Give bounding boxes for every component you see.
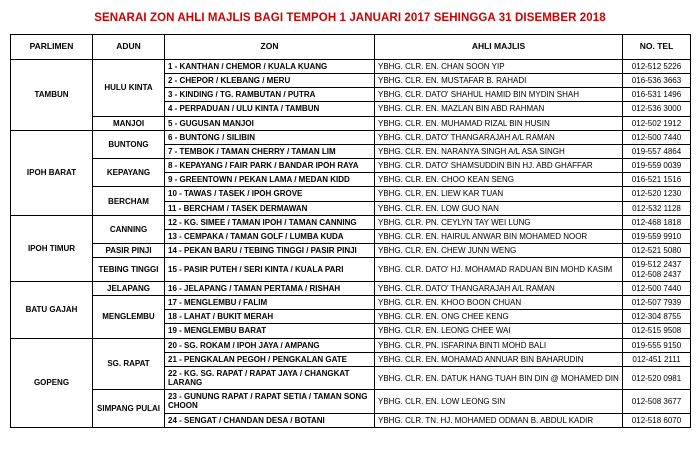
cell-ahli-majlis: YBHG. CLR. EN. LEONG CHEE WAI bbox=[375, 324, 623, 338]
cell-zon: 8 - KEPAYANG / FAIR PARK / BANDAR IPOH RAYA bbox=[165, 159, 375, 173]
cell-no-tel: 012-536 3000 bbox=[623, 102, 691, 116]
table-row bbox=[11, 187, 691, 201]
cell-ahli-majlis: YBHG. CLR. EN. HAIRUL ANWAR BIN MOHAMED NOOR bbox=[375, 230, 623, 244]
cell-no-tel: 012-515 9508 bbox=[623, 324, 691, 338]
cell-zon: 2 - CHEPOR / KLEBANG / MERU bbox=[165, 73, 375, 87]
cell-zon: 23 - GUNUNG RAPAT / RAPAT SETIA / TAMAN SONG CHOON bbox=[165, 390, 375, 413]
cell-ahli-majlis: YBHG. CLR. DATO' SHAMSUDDIN BIN HJ. ABD GHAFFAR bbox=[375, 159, 623, 173]
cell-ahli-majlis: YBHG. CLR. EN. MAZLAN BIN ABD RAHMAN bbox=[375, 102, 623, 116]
cell-no-tel: 019-559 9910 bbox=[623, 230, 691, 244]
table-header bbox=[11, 34, 691, 59]
cell-ahli-majlis: YBHG. CLR. EN. DATUK HANG TUAH BIN DIN @ MOHAMED DIN bbox=[375, 366, 623, 389]
cell-zon: 18 - LAHAT / BUKIT MERAH bbox=[165, 310, 375, 324]
cell-ahli-majlis: YBHG. CLR. EN. CHOO KEAN SENG bbox=[375, 173, 623, 187]
cell-adun: CANNING bbox=[93, 215, 165, 243]
cell-parlimen: GOPENG bbox=[11, 338, 93, 427]
cell-zon: 5 - GUGUSAN MANJOI bbox=[165, 116, 375, 130]
column-header-zon: ZON bbox=[165, 34, 375, 59]
table-row bbox=[11, 59, 691, 73]
cell-zon: 20 - SG. ROKAM / IPOH JAYA / AMPANG bbox=[165, 338, 375, 352]
table-header-row bbox=[11, 34, 691, 59]
cell-zon: 7 - TEMBOK / TAMAN CHERRY / TAMAN LIM bbox=[165, 144, 375, 158]
cell-zon: 15 - PASIR PUTEH / SERI KINTA / KUALA PARI bbox=[165, 258, 375, 281]
cell-no-tel: 012-508 3677 bbox=[623, 390, 691, 413]
cell-zon: 22 - KG. SG. RAPAT / RAPAT JAYA / CHANGKAT LARANG bbox=[165, 366, 375, 389]
table-row bbox=[11, 295, 691, 309]
cell-parlimen: IPOH BARAT bbox=[11, 130, 93, 215]
cell-no-tel: 012-507 7939 bbox=[623, 295, 691, 309]
cell-ahli-majlis: YBHG. CLR. EN. NARANYA SINGH A/L ASA SINGH bbox=[375, 144, 623, 158]
table-row bbox=[11, 258, 691, 281]
cell-zon: 11 - BERCHAM / TASEK DERMAWAN bbox=[165, 201, 375, 215]
cell-adun: BERCHAM bbox=[93, 187, 165, 215]
cell-ahli-majlis: YBHG. CLR. PN. ISFARINA BINTI MOHD BALI bbox=[375, 338, 623, 352]
cell-no-tel: 012-304 8755 bbox=[623, 310, 691, 324]
cell-adun: MANJOI bbox=[93, 116, 165, 130]
cell-no-tel: 019-555 9150 bbox=[623, 338, 691, 352]
cell-ahli-majlis: YBHG. CLR. EN. MUHAMAD RIZAL BIN HUSIN bbox=[375, 116, 623, 130]
cell-zon: 6 - BUNTONG / SILIBIN bbox=[165, 130, 375, 144]
cell-zon: 16 - JELAPANG / TAMAN PERTAMA / RISHAH bbox=[165, 281, 375, 295]
cell-zon: 14 - PEKAN BARU / TEBING TINGGI / PASIR PINJI bbox=[165, 244, 375, 258]
cell-ahli-majlis: YBHG. CLR. DATO' THANGARAJAH A/L RAMAN bbox=[375, 281, 623, 295]
cell-adun: PASIR PINJI bbox=[93, 244, 165, 258]
table-row bbox=[11, 338, 691, 352]
page-title: SENARAI ZON AHLI MAJLIS BAGI TEMPOH 1 JANUARI 2017 SEHINGGA 31 DISEMBER 2018 bbox=[94, 12, 606, 24]
cell-ahli-majlis: YBHG. CLR. DATO' SHAHUL HAMID BIN MYDIN SHAH bbox=[375, 88, 623, 102]
cell-adun: HULU KINTA bbox=[93, 59, 165, 116]
cell-adun: TEBING TINGGI bbox=[93, 258, 165, 281]
cell-no-tel: 019-559 0039 bbox=[623, 159, 691, 173]
column-header-ahli-majlis: AHLI MAJLIS bbox=[375, 34, 623, 59]
cell-adun: JELAPANG bbox=[93, 281, 165, 295]
cell-ahli-majlis: YBHG. CLR. TN. HJ. MOHAMED ODMAN B. ABDUL KADIR bbox=[375, 413, 623, 427]
table-row bbox=[11, 390, 691, 413]
cell-zon: 9 - GREENTOWN / PEKAN LAMA / MEDAN KIDD bbox=[165, 173, 375, 187]
cell-zon: 19 - MENGLEMBU BARAT bbox=[165, 324, 375, 338]
cell-zon: 21 - PENGKALAN PEGOH / PENGKALAN GATE bbox=[165, 352, 375, 366]
table-row bbox=[11, 244, 691, 258]
table-row bbox=[11, 215, 691, 229]
cell-zon: 17 - MENGLEMBU / FALIM bbox=[165, 295, 375, 309]
cell-parlimen: TAMBUN bbox=[11, 59, 93, 130]
cell-no-tel: 016-531 1496 bbox=[623, 88, 691, 102]
cell-zon: 4 - PERPADUAN / ULU KINTA / TAMBUN bbox=[165, 102, 375, 116]
cell-no-tel: 016-536 3663 bbox=[623, 73, 691, 87]
cell-no-tel: 012-502 1912 bbox=[623, 116, 691, 130]
table-row bbox=[11, 281, 691, 295]
cell-adun: SG. RAPAT bbox=[93, 338, 165, 390]
cell-ahli-majlis: YBHG. CLR. EN. LOW LEONG SIN bbox=[375, 390, 623, 413]
cell-ahli-majlis: YBHG. CLR. DATO' THANGARAJAH A/L RAMAN bbox=[375, 130, 623, 144]
cell-no-tel: 019-557 4864 bbox=[623, 144, 691, 158]
cell-no-tel: 012-532 1128 bbox=[623, 201, 691, 215]
cell-ahli-majlis: YBHG. CLR. PN. CEYLYN TAY WEI LUNG bbox=[375, 215, 623, 229]
cell-ahli-majlis: YBHG. CLR. EN. CHAN SOON YIP bbox=[375, 59, 623, 73]
cell-zon: 1 - KANTHAN / CHEMOR / KUALA KUANG bbox=[165, 59, 375, 73]
cell-ahli-majlis: YBHG. CLR. EN. MUSTAFAR B. RAHADI bbox=[375, 73, 623, 87]
cell-no-tel: 012-468 1818 bbox=[623, 215, 691, 229]
cell-no-tel: 012-518 6070 bbox=[623, 413, 691, 427]
column-header-no-tel: NO. TEL bbox=[623, 34, 691, 59]
cell-no-tel: 012-512 5226 bbox=[623, 59, 691, 73]
table-body bbox=[11, 59, 691, 427]
cell-adun: MENGLEMBU bbox=[93, 295, 165, 338]
cell-adun: BUNTONG bbox=[93, 130, 165, 158]
cell-parlimen: BATU GAJAH bbox=[11, 281, 93, 338]
cell-zon: 13 - CEMPAKA / TAMAN GOLF / LUMBA KUDA bbox=[165, 230, 375, 244]
cell-no-tel: 016-521 1516 bbox=[623, 173, 691, 187]
cell-no-tel: 019-512 2437 012-508 2437 bbox=[623, 258, 691, 281]
cell-no-tel: 012-521 5080 bbox=[623, 244, 691, 258]
cell-adun: SIMPANG PULAI bbox=[93, 390, 165, 428]
cell-zon: 10 - TAWAS / TASEK / IPOH GROVE bbox=[165, 187, 375, 201]
table-row bbox=[11, 116, 691, 130]
cell-adun: KEPAYANG bbox=[93, 159, 165, 187]
zon-table bbox=[10, 34, 691, 428]
column-header-parlimen: PARLIMEN bbox=[11, 34, 93, 59]
cell-ahli-majlis: YBHG. CLR. EN. ONG CHEE KENG bbox=[375, 310, 623, 324]
cell-ahli-majlis: YBHG. CLR. EN. LIEW KAR TUAN bbox=[375, 187, 623, 201]
cell-no-tel: 012-500 7440 bbox=[623, 281, 691, 295]
table-row bbox=[11, 159, 691, 173]
cell-ahli-majlis: YBHG. CLR. EN. LOW GUO NAN bbox=[375, 201, 623, 215]
cell-ahli-majlis: YBHG. CLR. EN. MOHAMAD ANNUAR BIN BAHARUDIN bbox=[375, 352, 623, 366]
cell-zon: 24 - SENGAT / CHANDAN DESA / BOTANI bbox=[165, 413, 375, 427]
cell-parlimen: IPOH TIMUR bbox=[11, 215, 93, 281]
cell-no-tel: 012-500 7440 bbox=[623, 130, 691, 144]
cell-no-tel: 012-451 2111 bbox=[623, 352, 691, 366]
cell-no-tel: 012-520 1230 bbox=[623, 187, 691, 201]
column-header-adun: ADUN bbox=[93, 34, 165, 59]
cell-no-tel: 012-520 0981 bbox=[623, 366, 691, 389]
cell-ahli-majlis: YBHG. CLR. EN. KHOO BOON CHUAN bbox=[375, 295, 623, 309]
table-row bbox=[11, 130, 691, 144]
cell-zon: 12 - KG. SIMEE / TAMAN IPOH / TAMAN CANNING bbox=[165, 215, 375, 229]
cell-ahli-majlis: YBHG. CLR. EN. CHEW JUNN WENG bbox=[375, 244, 623, 258]
cell-zon: 3 - KINDING / TG. RAMBUTAN / PUTRA bbox=[165, 88, 375, 102]
cell-ahli-majlis: YBHG. CLR. DATO' HJ. MOHAMAD RADUAN BIN MOHD KASIM bbox=[375, 258, 623, 281]
